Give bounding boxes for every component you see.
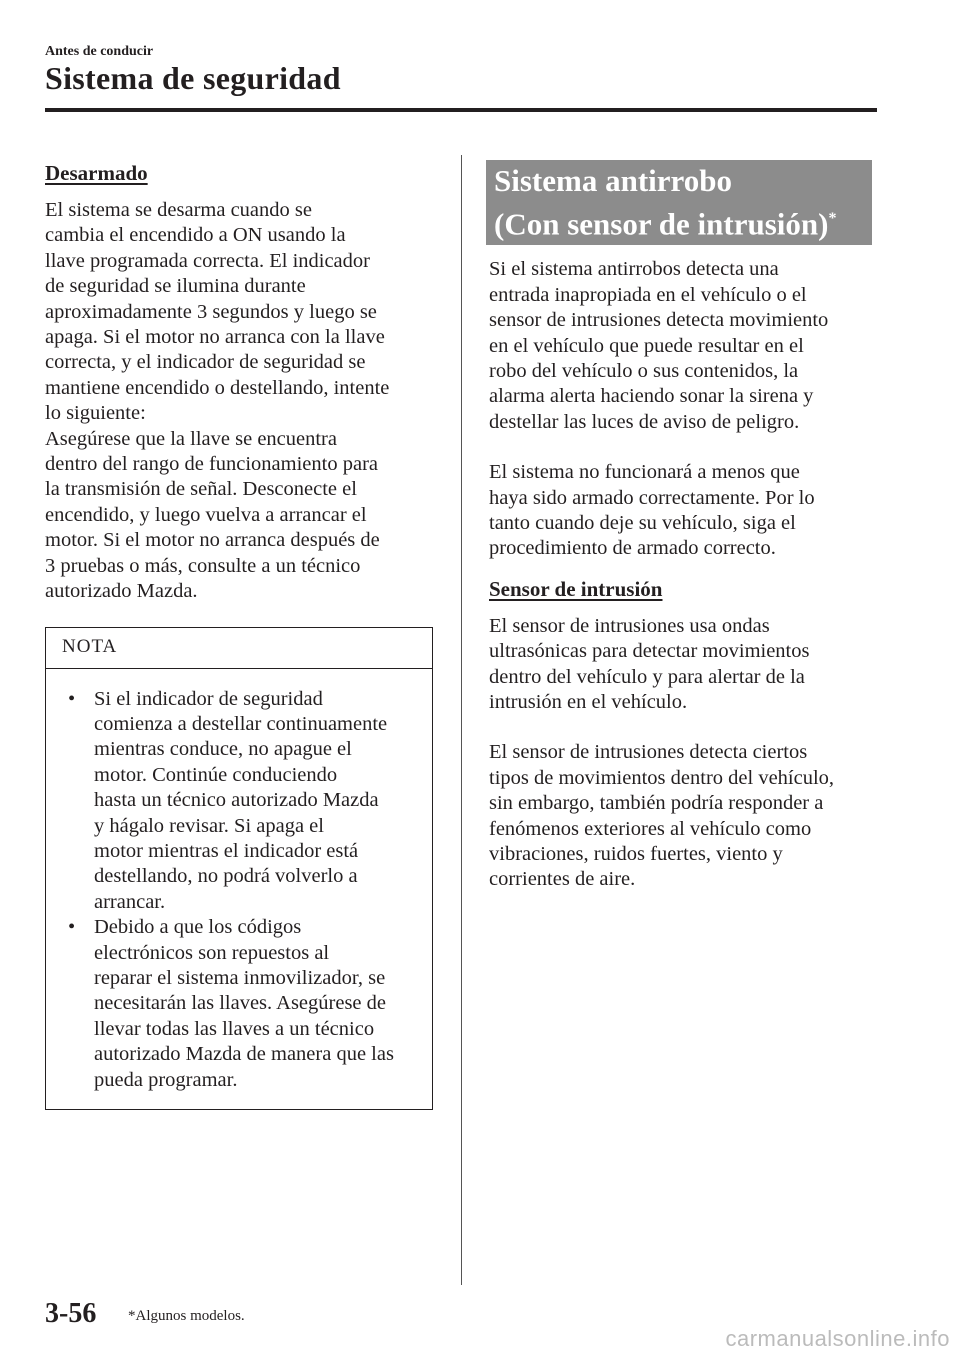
nota-title: NOTA [46, 628, 432, 669]
footer-note: *Algunos modelos. [128, 1308, 245, 1324]
banner-asterisk: * [828, 210, 837, 227]
sensor-paragraph-1: El sensor de intrusiones usa ondas ultrasónicas para detectar movimientos dentro del vehículo y para alertar de la intrusión en el vehículo. [489, 614, 810, 714]
nota-item [62, 687, 416, 916]
page-number: 3-56 [45, 1298, 97, 1329]
watermark: carmanualsonline.info [725, 1326, 950, 1351]
nota-item-text: Debido a que los códigos electrónicos son repuestos al reparar el sistema inmovilizador, se necesitarán las llaves. Asegúrese de llevar todas las llaves a un técnico autorizado Mazda de manera que las pueda programar. [94, 916, 394, 1091]
right-column [489, 160, 879, 893]
desarmado-paragraph: El sistema se desarma cuando se cambia el encendido a ON usando la llave programada correcta. El indicador de seguridad se ilumina durante aproximadamente 3 segundos y luego se apaga. Si el motor no arranca con la llave correcta, y el indicador de seguridad se mantiene encendido o destellando, intente lo siguiente: Asegúrese que la llave se encuentra dentro del rango de funcionamiento para la transmisión de señal. Desconecte el encendido, y luego vuelva a arrancar el motor. Si el motor no arranca después de 3 pruebas o más, consulte a un técnico autorizado Mazda. [45, 199, 390, 603]
banner-line-2 [494, 200, 864, 243]
header-rule [45, 108, 877, 112]
bullet-icon: • [68, 687, 76, 710]
banner-line-1: Sistema antirrobo [494, 163, 732, 198]
nota-item-text: Si el indicador de seguridad comienza a destellar continuamente mientras conduce, no apague el motor. Continúe conduciendo hasta un técnico autorizado Mazda y hágalo revisar. Si apaga el motor mientras el indicador está destellando, no podrá volverlo a arrancar. [94, 687, 388, 913]
sensor-heading: Sensor de intrusión [489, 576, 663, 601]
nota-item [62, 915, 416, 1093]
sensor-paragraph-2: El sensor de intrusiones detecta ciertos tipos de movimientos dentro del vehículo, sin embargo, también podría responder a fenómenos exteriores al vehículo como vibraciones, ruidos fuertes, viento y corrientes de aire. [489, 741, 835, 891]
page-title: Sistema de seguridad [45, 60, 341, 96]
antirrobo-paragraph-2: El sistema no funcionará a menos que haya sido armado correctamente. Por lo tanto cuando deje su vehículo, siga el procedimiento de armado correcto. [489, 461, 815, 560]
antirrobo-paragraph-1: Si el sistema antirrobos detecta una entrada inapropiada en el vehículo o el sensor de intrusiones detecta movimiento en el vehículo que puede resultar en el robo del vehículo o sus contenidos, la alarma alerta haciendo sonar la sirena y destellar las luces de aviso de peligro. [489, 258, 829, 433]
left-column [45, 160, 435, 1110]
nota-box [45, 627, 433, 1111]
nota-body [46, 669, 432, 1110]
column-divider [461, 155, 462, 1285]
desarmado-heading: Desarmado [45, 161, 148, 185]
section-label: Antes de conducir [45, 44, 154, 59]
section-banner [486, 160, 872, 245]
bullet-icon: • [68, 916, 76, 939]
banner-line-2-text: (Con sensor de intrusión) [494, 206, 829, 242]
